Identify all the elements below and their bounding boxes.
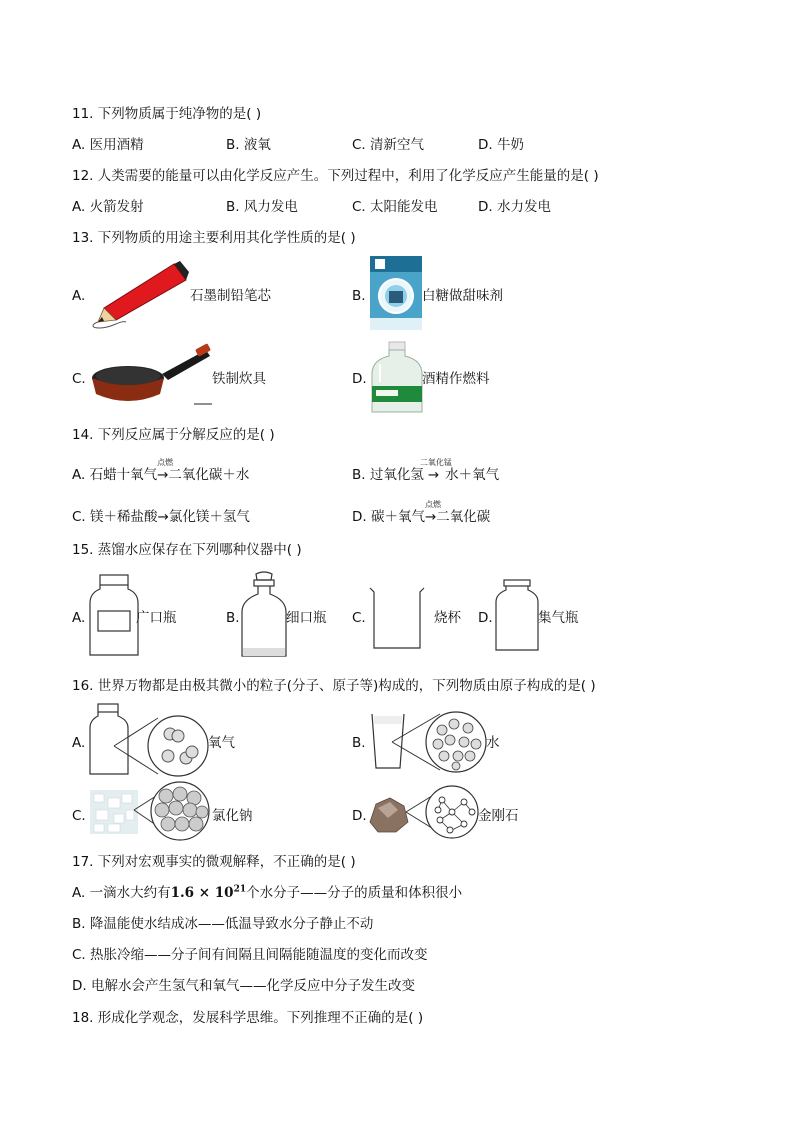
q11-option-a: A. 医用酒精 [72,137,144,153]
q15-option-c-text: 烧杯 [434,610,461,626]
q16-option-d-text: 金刚石 [478,808,519,824]
q14-b-arrow: → [427,467,440,483]
q15-option-b-letter: B. [226,610,240,626]
q17-option-b: B. 降温能使水结成冰——低温导致水分子静止不动 [72,916,374,932]
q17-option-d: D. 电解水会产生氢气和氧气——化学反应中分子发生改变 [72,978,415,994]
pencil-icon [90,258,190,330]
q11-option-d: D. 牛奶 [478,137,524,153]
q15-option-b-text: 细口瓶 [286,610,327,626]
q14-d-right: 二氧化碳 [436,509,491,525]
q17-stem: 17. 下列对宏观事实的微观解释，不正确的是( ) [72,854,356,870]
salt-crystal-structure-icon [90,780,212,842]
q14-b-letter: B. [352,467,366,483]
frying-pan-icon [90,346,214,408]
q14-a-letter: A. [72,467,86,483]
q12-option-b: B. 风力发电 [226,199,298,215]
q17-a-post: 个水分子——分子的质量和体积很小 [246,885,463,901]
q15-stem: 15. 蒸馏水应保存在下列哪种仪器中( ) [72,542,302,558]
q11-option-b: B. 液氧 [226,137,271,153]
narrow-mouth-bottle-icon [238,572,290,660]
q16-option-a-text: 氧气 [208,735,235,751]
q13-option-c-letter: C. [72,371,86,387]
diamond-structure-icon [368,784,480,840]
q15-option-c-letter: C. [352,610,366,626]
q14-a-right: 二氧化碳＋水 [168,467,250,483]
q16-option-b-text: 水 [486,735,500,751]
q12-option-d: D. 水力发电 [478,199,551,215]
q16-option-d-letter: D. [352,808,367,824]
beaker-icon [368,586,426,650]
q13-stem: 13. 下列物质的用途主要利用其化学性质的是( ) [72,230,356,246]
q16-option-a-letter: A. [72,735,86,751]
q14-d-condition: 点燃 [424,500,441,509]
q14-d-left: 碳＋氧气 [370,509,425,525]
q14-stem: 14. 下列反应属于分解反应的是( ) [72,427,275,443]
q14-b-condition: 二氧化锰 [419,458,452,467]
q13-option-d-letter: D. [352,371,367,387]
q16-stem: 16. 世界万物都是由极其微小的粒子(分子、原子等)构成的，下列物质由原子构成的是( ) [72,678,596,694]
q11-option-c: C. 清新空气 [352,137,425,153]
q14-d-letter: D. [352,509,367,525]
wide-mouth-bottle-icon [88,575,140,657]
q13-option-a-text: 石墨制铅笔芯 [190,288,271,304]
q14-option-c: C. 镁＋稀盐酸→氯化镁＋氢气 [72,509,250,525]
q16-option-c-letter: C. [72,808,86,824]
q14-option-a [72,458,250,484]
q12-stem: 12. 人类需要的能量可以由化学反应产生。下列过程中，利用了化学反应产生能量的是( ) [72,168,599,184]
sugar-bag-icon [370,256,422,330]
q17-a-pre: A. 一滴水大约有 [72,885,171,901]
oxygen-bottle-molecule-icon [88,704,210,778]
q16-option-c-text: 氯化钠 [212,808,253,824]
q14-b-right: 水＋氧气 [445,467,500,483]
q14-d-arrow: → [424,509,437,525]
q13-option-b-text: 白糖做甜味剂 [422,288,503,304]
q12-option-a: A. 火箭发射 [72,199,144,215]
q12-option-c: C. 太阳能发电 [352,199,438,215]
q17-option-c: C. 热胀冷缩——分子间有间隔且间隔能随温度的变化而改变 [72,947,428,963]
q15-option-a-text: 广口瓶 [136,610,177,626]
q14-a-arrow: → [157,467,169,483]
q17-option-a [72,884,462,902]
q15-option-a-letter: A. [72,610,86,626]
q18-stem: 18. 形成化学观念，发展科学思维。下列推理不正确的是( ) [72,1010,424,1026]
gas-jar-icon [494,580,540,652]
q17-a-number: 1.6 × 10 [170,885,234,901]
q13-option-a-letter: A. [72,288,86,304]
q16-option-b-letter: B. [352,735,366,751]
alcohol-bottle-icon [370,342,424,414]
q11-stem: 11. 下列物质属于纯净物的是( ) [72,106,262,122]
q14-a-left: 石蜡十氧气 [89,467,158,483]
q13-option-b-letter: B. [352,288,366,304]
q15-option-d-text: 集气瓶 [538,610,579,626]
q14-a-condition: 点燃 [157,458,174,467]
q14-option-b [352,458,500,484]
q17-a-exponent: 21 [233,884,247,895]
q14-option-d [352,500,491,526]
q13-option-c-text: 铁制炊具 [212,371,266,387]
water-glass-molecule-icon [370,708,488,774]
q14-b-left: 过氧化氢 [369,467,424,483]
q15-option-d-letter: D. [478,610,493,626]
q13-option-d-text: 酒精作燃料 [422,371,490,387]
